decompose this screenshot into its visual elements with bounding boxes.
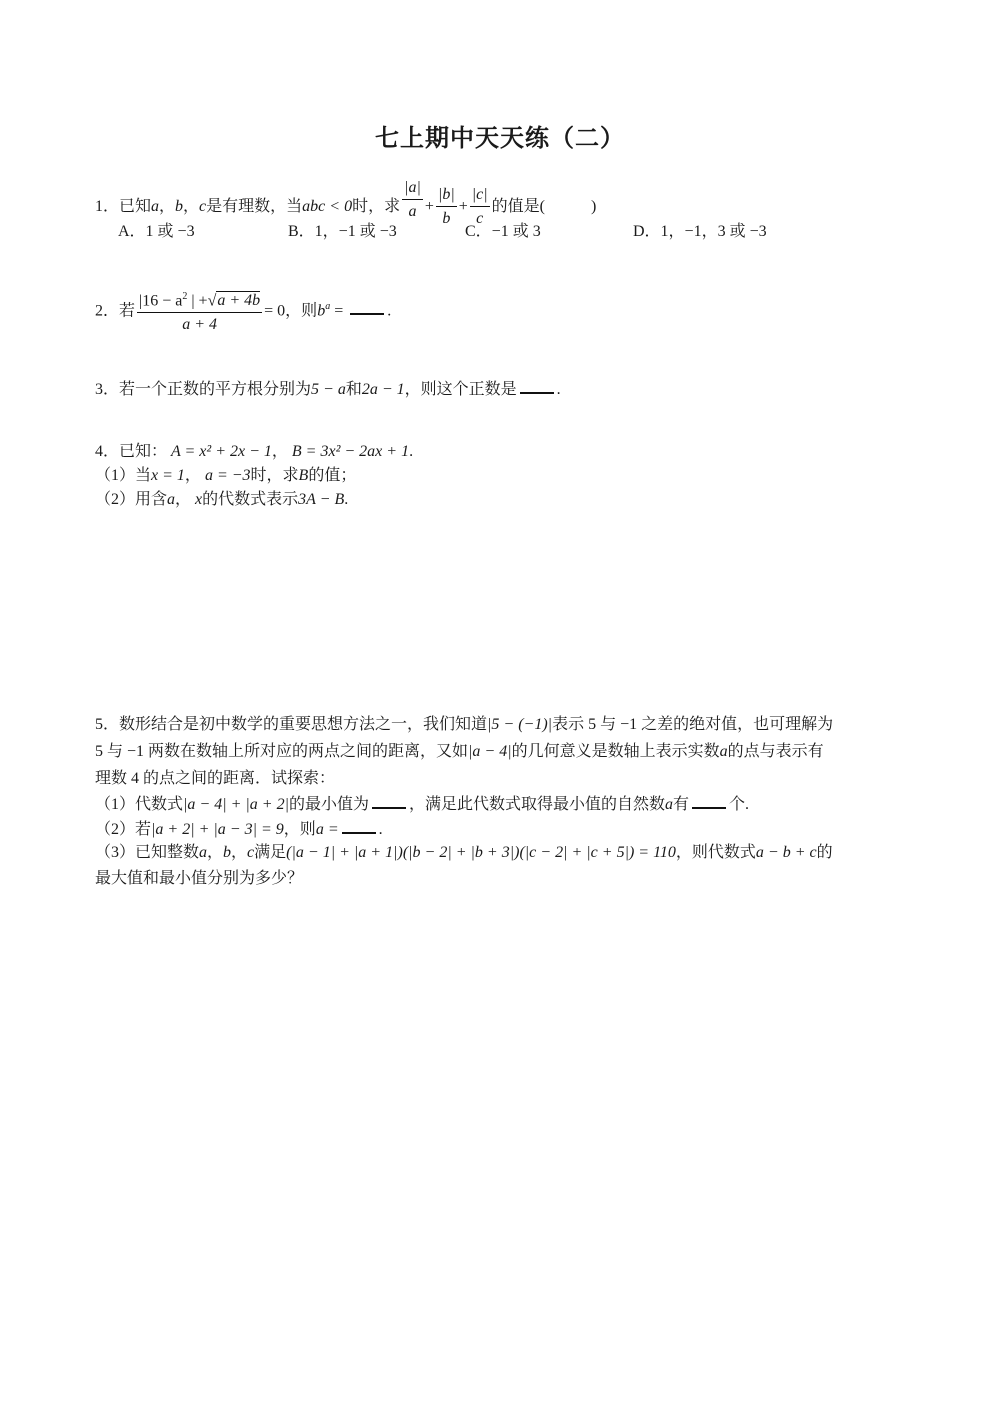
question-5-line-1 — [95, 715, 833, 735]
q1-sep: ， — [183, 198, 200, 216]
q5-text: 的 — [816, 844, 833, 861]
q1-condition: abc < 0 — [302, 198, 353, 216]
expr: 3A − B — [298, 491, 345, 508]
fraction-a — [402, 177, 423, 224]
q2-b: b — [317, 302, 326, 320]
question-5-sub-3-cont: 最大值和最小值分别为多少？ — [95, 870, 304, 887]
question-5-sub-2 — [95, 818, 383, 840]
q5-text: ，则 — [283, 821, 316, 838]
frac-den: c — [476, 210, 484, 227]
expr: |a − 4| + |a + 2| — [183, 796, 289, 813]
q5-text: （2）若 — [95, 821, 152, 838]
option-d[interactable]: D．1，−1，3 或 −3 — [633, 223, 767, 240]
sep: ， — [207, 844, 224, 861]
question-2 — [95, 286, 391, 337]
answer-blank[interactable] — [342, 818, 376, 834]
q3-expr: 5 − a — [311, 381, 346, 398]
q1-sep: ， — [159, 198, 176, 216]
question-4-line-1 — [95, 442, 413, 462]
q5-text: 5 与 −1 两数在数轴上所对应的两点之间的距离，又如 — [95, 743, 469, 760]
period: . — [409, 443, 414, 460]
q2-prefix: 2．若 — [95, 302, 136, 320]
sep: ， — [271, 443, 288, 460]
question-5-line-3: 理数 4 的点之间的距离．试探索： — [95, 770, 336, 787]
q4-text: 的代数式表示 — [202, 491, 299, 508]
frac-num: $|16 - a^2$ | +√a + 4b — [137, 286, 262, 313]
q2-fraction — [137, 286, 262, 337]
q5-text: 满足 — [254, 844, 287, 861]
option-b[interactable]: B．1，−1 或 −3 — [288, 223, 397, 240]
expr: |a + 2| + |a − 3| = 9 — [151, 821, 284, 838]
frac-den: a + 4 — [182, 316, 217, 334]
expr: c — [247, 844, 255, 861]
q5-text: 个. — [729, 796, 750, 813]
period: . — [556, 381, 561, 398]
q5-text: 5．数形结合是初中数学的重要思想方法之一，我们知道 — [95, 716, 488, 733]
num-part: | + — [187, 292, 208, 310]
sqrt-expr: a + 4b — [217, 292, 261, 310]
sep: ， — [175, 491, 192, 508]
q5-text: 有 — [673, 796, 690, 813]
question-4-line-3 — [95, 490, 348, 510]
q5-text: 的几何意义是数轴上表示实数 — [511, 743, 720, 760]
page-title: 七上期中天天练（二） — [375, 124, 625, 152]
frac-num: |c| — [470, 184, 490, 207]
sep: ， — [184, 467, 201, 484]
option-c[interactable]: C．−1 或 3 — [465, 223, 541, 240]
expr: a − b + c — [755, 844, 817, 861]
expr: |a − 4| — [468, 743, 512, 760]
q4-text: 时，求 — [250, 467, 299, 484]
num-part: |16 − a — [139, 292, 183, 310]
q1-prefix: 1．已知 — [95, 198, 152, 216]
frac-den: a — [408, 203, 417, 220]
expr: x — [195, 491, 203, 508]
expr: B — [298, 467, 309, 484]
q1-suffix: 的值是( — [491, 198, 545, 216]
q3-text: 和 — [345, 381, 362, 398]
q3-text: ，则这个正数是 — [404, 381, 517, 398]
q5-text: 的点与表示有 — [727, 743, 824, 760]
expr: a = −3 — [204, 467, 251, 484]
answer-blank[interactable] — [350, 299, 384, 315]
q4-text: 4．已知： — [95, 443, 168, 460]
period: . — [387, 302, 392, 320]
sep: ， — [231, 844, 248, 861]
q2-eq: = — [330, 302, 348, 320]
frac-num: |a| — [402, 177, 423, 200]
expr: a — [719, 743, 728, 760]
expr-a: A = x² + 2x − 1 — [171, 443, 272, 460]
q5-text: （1）代数式 — [95, 796, 184, 813]
q5-text: ，满足此代数式取得最小值的自然数 — [409, 796, 666, 813]
q1-var-c: c — [199, 198, 207, 216]
q4-text: 的值； — [308, 467, 357, 484]
question-5-line-2 — [95, 742, 824, 762]
question-5-sub-1 — [95, 793, 749, 815]
expr: a — [665, 796, 674, 813]
q3-text: 3．若一个正数的平方根分别为 — [95, 381, 312, 398]
expr: a — [167, 491, 176, 508]
answer-blank[interactable] — [372, 793, 406, 809]
q2-eq: = 0，则 — [264, 302, 318, 320]
q5-text: （3）已知整数 — [95, 844, 200, 861]
frac-num: |b| — [436, 184, 457, 207]
q1-text: 时，求 — [352, 198, 401, 216]
frac-den: b — [442, 210, 451, 227]
expr: a = — [315, 821, 339, 838]
q5-text: 表示 5 与 −1 之差的绝对值，也可理解为 — [552, 716, 834, 733]
expr: x = 1 — [151, 467, 185, 484]
expr: b — [223, 844, 232, 861]
answer-blank[interactable] — [692, 793, 726, 809]
question-5-sub-3 — [95, 843, 833, 863]
question-3 — [95, 378, 561, 400]
expr: |5 − (−1)| — [487, 716, 553, 733]
expr-b: B = 3x² − 2ax + 1 — [291, 443, 410, 460]
superscript: 2 — [182, 291, 188, 302]
plus: + — [424, 198, 434, 216]
q1-text: 是有理数，当 — [206, 198, 303, 216]
question-4-line-2 — [95, 466, 356, 486]
period: . — [378, 821, 383, 838]
q1-var-b: b — [175, 198, 184, 216]
expr: (|a − 1| + |a + 1|)(|b − 2| + |b + 3|)(|c − 2| + |c + 5|) = 110 — [286, 844, 676, 861]
q5-text: 的最小值为 — [289, 796, 370, 813]
answer-blank[interactable] — [520, 378, 554, 394]
option-a[interactable]: A．1 或 −3 — [118, 223, 195, 240]
plus: + — [458, 198, 468, 216]
q5-text: ，则代数式 — [675, 844, 756, 861]
q2-exp: a — [325, 301, 331, 312]
period: . — [344, 491, 349, 508]
q3-expr: 2a − 1 — [361, 381, 405, 398]
q1-var-a: a — [151, 198, 160, 216]
expr: a — [199, 844, 208, 861]
q1-close-paren: ) — [591, 198, 597, 216]
q4-text: （2）用含 — [95, 491, 168, 508]
fraction-b — [436, 184, 457, 231]
q4-text: （1）当 — [95, 467, 152, 484]
